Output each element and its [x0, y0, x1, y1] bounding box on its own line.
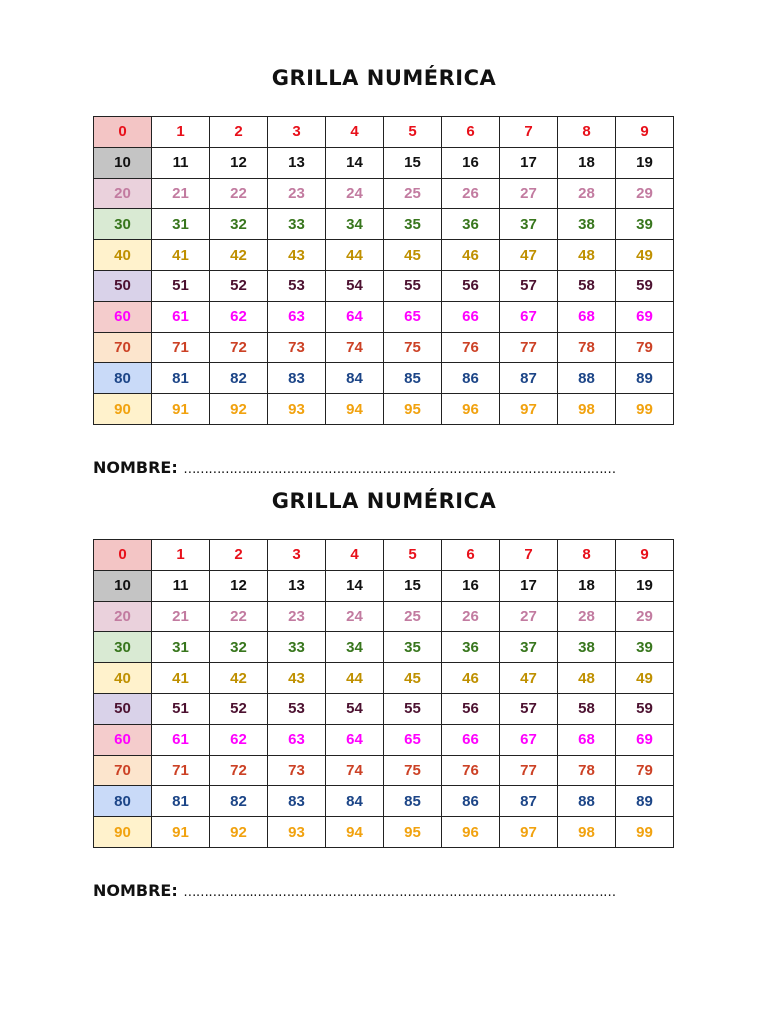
grid-row — [94, 755, 674, 786]
grid-cell: 15 — [384, 147, 442, 178]
grid-cell: 95 — [384, 817, 442, 848]
grid-cell: 85 — [384, 363, 442, 394]
grid-cell: 66 — [442, 724, 500, 755]
grid-cell: 66 — [442, 301, 500, 332]
grid-cell: 76 — [442, 332, 500, 363]
grid-cell: 7 — [500, 540, 558, 571]
grid-cell: 99 — [616, 817, 674, 848]
grid-cell: 0 — [94, 540, 152, 571]
grid-row — [94, 724, 674, 755]
grid-cell: 97 — [500, 817, 558, 848]
grid-cell: 86 — [442, 363, 500, 394]
grid-cell: 61 — [152, 724, 210, 755]
grid-cell: 87 — [500, 363, 558, 394]
grid-cell: 82 — [210, 363, 268, 394]
grid-cell: 22 — [210, 601, 268, 632]
grid-cell: 24 — [326, 178, 384, 209]
grid-cell: 21 — [152, 601, 210, 632]
grid-cell: 9 — [616, 117, 674, 148]
grid-cell: 72 — [210, 332, 268, 363]
grid-row — [94, 570, 674, 601]
grid-cell: 2 — [210, 117, 268, 148]
grid-cell: 38 — [558, 632, 616, 663]
grid-cell: 6 — [442, 117, 500, 148]
name-field — [93, 458, 693, 477]
grid-cell: 55 — [384, 270, 442, 301]
grid-cell: 83 — [268, 786, 326, 817]
grid-cell: 68 — [558, 724, 616, 755]
grid-cell: 2 — [210, 540, 268, 571]
grid-cell: 11 — [152, 147, 210, 178]
grid-cell: 44 — [326, 240, 384, 271]
grid-cell: 93 — [268, 817, 326, 848]
grid-cell: 81 — [152, 786, 210, 817]
name-label: NOMBRE: — [93, 881, 178, 900]
grid-cell: 39 — [616, 209, 674, 240]
grid-row — [94, 178, 674, 209]
number-grid — [93, 539, 674, 848]
grid-cell: 14 — [326, 570, 384, 601]
grid-cell: 56 — [442, 270, 500, 301]
grid-cell: 10 — [94, 147, 152, 178]
grid-cell: 51 — [152, 270, 210, 301]
grid-cell: 12 — [210, 147, 268, 178]
grid-cell: 22 — [210, 178, 268, 209]
grid-cell: 26 — [442, 601, 500, 632]
grid-cell: 97 — [500, 394, 558, 425]
grid-cell: 73 — [268, 755, 326, 786]
grid-cell: 58 — [558, 270, 616, 301]
grid-cell: 6 — [442, 540, 500, 571]
name-label: NOMBRE: — [93, 458, 178, 477]
grid-cell: 91 — [152, 394, 210, 425]
grid-cell: 84 — [326, 363, 384, 394]
grid-cell: 62 — [210, 724, 268, 755]
grid-cell: 64 — [326, 724, 384, 755]
grid-cell: 38 — [558, 209, 616, 240]
grid-cell: 13 — [268, 147, 326, 178]
grid-cell: 47 — [500, 663, 558, 694]
grid-cell: 76 — [442, 755, 500, 786]
grid-cell: 29 — [616, 178, 674, 209]
grid-cell: 21 — [152, 178, 210, 209]
grid-cell: 75 — [384, 332, 442, 363]
grid-cell: 28 — [558, 178, 616, 209]
grid-cell: 36 — [442, 209, 500, 240]
grid-cell: 40 — [94, 663, 152, 694]
grid-row — [94, 147, 674, 178]
grid-cell: 3 — [268, 540, 326, 571]
grid-cell: 98 — [558, 394, 616, 425]
grid-cell: 42 — [210, 240, 268, 271]
grid-cell: 95 — [384, 394, 442, 425]
grid-cell: 48 — [558, 663, 616, 694]
grid-cell: 44 — [326, 663, 384, 694]
grid-cell: 4 — [326, 540, 384, 571]
grid-cell: 51 — [152, 693, 210, 724]
grid-cell: 33 — [268, 209, 326, 240]
grid-cell: 88 — [558, 786, 616, 817]
grid-cell: 84 — [326, 786, 384, 817]
grid-cell: 75 — [384, 755, 442, 786]
grid-cell: 20 — [94, 178, 152, 209]
grid-cell: 20 — [94, 601, 152, 632]
grid-cell: 27 — [500, 178, 558, 209]
grid-cell: 23 — [268, 601, 326, 632]
grid-cell: 52 — [210, 270, 268, 301]
grid-row — [94, 663, 674, 694]
grid-cell: 78 — [558, 332, 616, 363]
grid-cell: 93 — [268, 394, 326, 425]
grid-cell: 40 — [94, 240, 152, 271]
grid-cell: 34 — [326, 632, 384, 663]
grid-cell: 47 — [500, 240, 558, 271]
grid-cell: 82 — [210, 786, 268, 817]
grid-cell: 41 — [152, 240, 210, 271]
grid-cell: 31 — [152, 632, 210, 663]
grid-cell: 80 — [94, 363, 152, 394]
grid-cell: 57 — [500, 693, 558, 724]
grid-cell: 24 — [326, 601, 384, 632]
grid-cell: 98 — [558, 817, 616, 848]
grid-cell: 72 — [210, 755, 268, 786]
grid-cell: 70 — [94, 755, 152, 786]
grid-cell: 78 — [558, 755, 616, 786]
grid-cell: 4 — [326, 117, 384, 148]
grid-cell: 68 — [558, 301, 616, 332]
grid-cell: 73 — [268, 332, 326, 363]
grid-row — [94, 632, 674, 663]
grid-cell: 99 — [616, 394, 674, 425]
grid-row — [94, 117, 674, 148]
grid-cell: 50 — [94, 693, 152, 724]
grid-cell: 8 — [558, 117, 616, 148]
grid-cell: 56 — [442, 693, 500, 724]
grid-cell: 94 — [326, 394, 384, 425]
grid-cell: 37 — [500, 209, 558, 240]
grid-cell: 77 — [500, 755, 558, 786]
grid-cell: 91 — [152, 817, 210, 848]
grid-cell: 16 — [442, 570, 500, 601]
grid-cell: 74 — [326, 332, 384, 363]
grid-cell: 74 — [326, 755, 384, 786]
name-field — [93, 881, 693, 900]
grid-cell: 52 — [210, 693, 268, 724]
grid-cell: 7 — [500, 117, 558, 148]
grid-cell: 60 — [94, 301, 152, 332]
grid-cell: 42 — [210, 663, 268, 694]
grid-cell: 79 — [616, 332, 674, 363]
grid-cell: 46 — [442, 663, 500, 694]
page-title: GRILLA NUMÉRICA — [271, 489, 497, 513]
grid-row — [94, 693, 674, 724]
grid-cell: 17 — [500, 147, 558, 178]
grid-cell: 25 — [384, 178, 442, 209]
grid-cell: 92 — [210, 817, 268, 848]
grid-cell: 55 — [384, 693, 442, 724]
grid-cell: 31 — [152, 209, 210, 240]
grid-cell: 96 — [442, 817, 500, 848]
grid-cell: 14 — [326, 147, 384, 178]
grid-cell: 53 — [268, 693, 326, 724]
grid-cell: 83 — [268, 363, 326, 394]
page-title: GRILLA NUMÉRICA — [271, 66, 497, 90]
grid-cell: 32 — [210, 632, 268, 663]
grid-cell: 69 — [616, 724, 674, 755]
grid-cell: 1 — [152, 117, 210, 148]
grid-cell: 79 — [616, 755, 674, 786]
grid-cell: 53 — [268, 270, 326, 301]
grid-cell: 61 — [152, 301, 210, 332]
grid-row — [94, 394, 674, 425]
grid-row — [94, 301, 674, 332]
grid-cell: 1 — [152, 540, 210, 571]
grid-row — [94, 332, 674, 363]
grid-cell: 30 — [94, 632, 152, 663]
name-blank: ……………..…………………………………………………………………………… — [183, 885, 616, 900]
name-blank: ……………..…………………………………………………………………………… — [183, 462, 616, 477]
grid-cell: 63 — [268, 301, 326, 332]
grid-cell: 80 — [94, 786, 152, 817]
grid-cell: 19 — [616, 570, 674, 601]
grid-cell: 29 — [616, 601, 674, 632]
grid-cell: 41 — [152, 663, 210, 694]
number-grid — [93, 116, 674, 425]
grid-cell: 50 — [94, 270, 152, 301]
grid-cell: 90 — [94, 394, 152, 425]
grid-cell: 18 — [558, 147, 616, 178]
grid-cell: 0 — [94, 117, 152, 148]
grid-cell: 90 — [94, 817, 152, 848]
grid-cell: 64 — [326, 301, 384, 332]
grid-cell: 35 — [384, 209, 442, 240]
grid-cell: 58 — [558, 693, 616, 724]
grid-cell: 49 — [616, 663, 674, 694]
grid-cell: 63 — [268, 724, 326, 755]
grid-cell: 81 — [152, 363, 210, 394]
grid-cell: 71 — [152, 755, 210, 786]
grid-row — [94, 240, 674, 271]
grid-cell: 18 — [558, 570, 616, 601]
grid-cell: 39 — [616, 632, 674, 663]
grid-cell: 49 — [616, 240, 674, 271]
grid-cell: 54 — [326, 270, 384, 301]
grid-cell: 59 — [616, 270, 674, 301]
grid-cell: 43 — [268, 663, 326, 694]
grid-cell: 85 — [384, 786, 442, 817]
grid-cell: 92 — [210, 394, 268, 425]
grid-cell: 45 — [384, 663, 442, 694]
grid-row — [94, 540, 674, 571]
grid-row — [94, 601, 674, 632]
grid-cell: 86 — [442, 786, 500, 817]
grid-row — [94, 270, 674, 301]
grid-cell: 60 — [94, 724, 152, 755]
grid-row — [94, 817, 674, 848]
grid-cell: 59 — [616, 693, 674, 724]
grid-cell: 67 — [500, 301, 558, 332]
grid-cell: 23 — [268, 178, 326, 209]
grid-cell: 96 — [442, 394, 500, 425]
grid-cell: 19 — [616, 147, 674, 178]
grid-cell: 5 — [384, 540, 442, 571]
grid-cell: 70 — [94, 332, 152, 363]
grid-cell: 17 — [500, 570, 558, 601]
grid-cell: 36 — [442, 632, 500, 663]
grid-cell: 77 — [500, 332, 558, 363]
grid-cell: 88 — [558, 363, 616, 394]
grid-row — [94, 209, 674, 240]
grid-cell: 34 — [326, 209, 384, 240]
grid-cell: 62 — [210, 301, 268, 332]
grid-cell: 71 — [152, 332, 210, 363]
grid-cell: 26 — [442, 178, 500, 209]
grid-cell: 28 — [558, 601, 616, 632]
grid-cell: 12 — [210, 570, 268, 601]
grid-cell: 11 — [152, 570, 210, 601]
grid-cell: 37 — [500, 632, 558, 663]
grid-cell: 5 — [384, 117, 442, 148]
grid-cell: 27 — [500, 601, 558, 632]
grid-cell: 30 — [94, 209, 152, 240]
grid-cell: 35 — [384, 632, 442, 663]
grid-cell: 94 — [326, 817, 384, 848]
grid-cell: 10 — [94, 570, 152, 601]
grid-cell: 69 — [616, 301, 674, 332]
grid-row — [94, 363, 674, 394]
grid-cell: 57 — [500, 270, 558, 301]
grid-cell: 89 — [616, 363, 674, 394]
grid-cell: 87 — [500, 786, 558, 817]
grid-cell: 43 — [268, 240, 326, 271]
grid-cell: 89 — [616, 786, 674, 817]
grid-cell: 25 — [384, 601, 442, 632]
grid-cell: 9 — [616, 540, 674, 571]
grid-cell: 65 — [384, 724, 442, 755]
grid-row — [94, 786, 674, 817]
grid-cell: 15 — [384, 570, 442, 601]
grid-cell: 16 — [442, 147, 500, 178]
grid-cell: 13 — [268, 570, 326, 601]
grid-cell: 46 — [442, 240, 500, 271]
grid-cell: 54 — [326, 693, 384, 724]
grid-cell: 48 — [558, 240, 616, 271]
grid-cell: 33 — [268, 632, 326, 663]
grid-cell: 65 — [384, 301, 442, 332]
grid-cell: 45 — [384, 240, 442, 271]
grid-cell: 3 — [268, 117, 326, 148]
grid-cell: 8 — [558, 540, 616, 571]
grid-cell: 32 — [210, 209, 268, 240]
grid-cell: 67 — [500, 724, 558, 755]
